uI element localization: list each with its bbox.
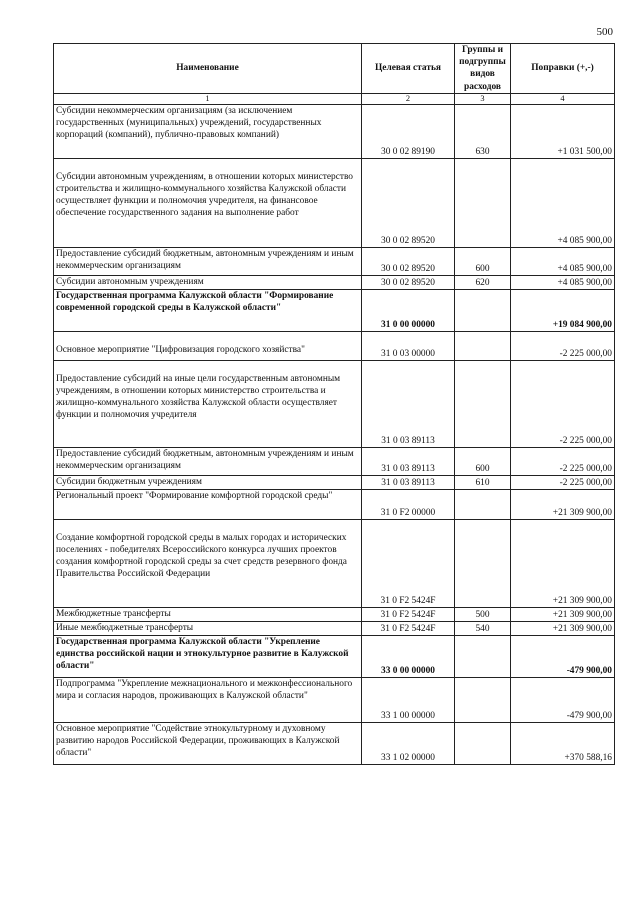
row-name-text: Предоставление субсидий бюджетным, автономным учреждениям и иным некоммерческим организациям xyxy=(56,248,354,272)
row-amendment-amount: +21 309 900,00 xyxy=(511,489,615,519)
table-row xyxy=(54,447,615,475)
table-row xyxy=(54,489,615,519)
table-row xyxy=(54,289,615,331)
row-name-text: Субсидии некоммерческим организациям (за исключением государственных (муниципальных) учреждений, государственных корпораций (компаний), публично-правовых компаний) xyxy=(56,105,322,141)
row-target-article: 31 0 00 00000 xyxy=(362,289,455,331)
row-name xyxy=(54,360,362,447)
row-name xyxy=(54,677,362,722)
row-name xyxy=(54,607,362,621)
row-expense-group xyxy=(455,331,511,360)
table-row xyxy=(54,475,615,489)
table-row xyxy=(54,519,615,607)
row-amendment-amount: -479 900,00 xyxy=(511,677,615,722)
row-name-text: Создание комфортной городской среды в малых городах и исторических поселениях - победителях Всероссийского конкурса лучших проектов создания комфортной городской среды за счет средств резервного фонда Правительства Российской Федерации xyxy=(56,532,347,580)
row-name-text: Государственная программа Калужской области "Укрепление единства российской нации и этнокультурное развитие в Калужской области" xyxy=(56,636,349,672)
row-amendment-amount: -2 225 000,00 xyxy=(511,360,615,447)
row-name xyxy=(54,519,362,607)
row-expense-group xyxy=(455,489,511,519)
table-row xyxy=(54,360,615,447)
row-target-article: 31 0 F2 5424F xyxy=(362,519,455,607)
row-name xyxy=(54,247,362,275)
row-name-text: Основное мероприятие "Содействие этнокультурному и духовному развитию народов Российской Федерации, проживающих в Калужской области" xyxy=(56,723,340,759)
table-row xyxy=(54,331,615,360)
column-number: 2 xyxy=(362,93,455,104)
budget-amendments-table xyxy=(53,43,615,765)
row-amendment-amount: +4 085 900,00 xyxy=(511,158,615,247)
row-expense-group xyxy=(455,635,511,677)
row-name-text: Подпрограмма "Укрепление межнационального и межконфессионального мира и согласия народов, проживающих в Калужской области" xyxy=(56,678,353,702)
column-number: 4 xyxy=(511,93,615,104)
row-target-article: 30 0 02 89520 xyxy=(362,275,455,289)
row-amendment-amount: +4 085 900,00 xyxy=(511,275,615,289)
row-name-text: Субсидии бюджетным учреждениям xyxy=(56,476,202,487)
row-amendment-amount: -2 225 000,00 xyxy=(511,447,615,475)
row-name xyxy=(54,447,362,475)
row-name-text: Региональный проект "Формирование комфортной городской среды" xyxy=(56,490,333,501)
table-row xyxy=(54,607,615,621)
row-name xyxy=(54,475,362,489)
table-row xyxy=(54,635,615,677)
row-amendment-amount: +19 084 900,00 xyxy=(511,289,615,331)
header-target-article: Целевая статья xyxy=(362,44,455,94)
row-name-text: Иные межбюджетные трансферты xyxy=(56,622,194,633)
row-name xyxy=(54,158,362,247)
row-amendment-amount: +4 085 900,00 xyxy=(511,247,615,275)
table-row xyxy=(54,722,615,764)
table-row xyxy=(54,621,615,635)
row-expense-group xyxy=(455,722,511,764)
column-number: 1 xyxy=(54,93,362,104)
table-row xyxy=(54,275,615,289)
row-expense-group: 620 xyxy=(455,275,511,289)
header-expense-group: Группы и подгруппы видов расходов xyxy=(455,44,511,94)
table-row xyxy=(54,158,615,247)
row-expense-group: 610 xyxy=(455,475,511,489)
row-name xyxy=(54,722,362,764)
row-target-article: 33 1 00 00000 xyxy=(362,677,455,722)
row-target-article: 30 0 02 89520 xyxy=(362,247,455,275)
row-target-article: 30 0 02 89190 xyxy=(362,104,455,158)
row-name-text: Субсидии автономным учреждениям, в отношении которых министерство строительства и жилищно-коммунального хозяйства Калужской области осуществляет функции и полномочия учредителя, на финансовое обеспечение государственного задания на выполнение работ xyxy=(56,171,353,219)
table-row xyxy=(54,677,615,722)
row-name-text: Основное мероприятие "Цифровизация городского хозяйства" xyxy=(56,344,305,355)
row-target-article: 31 0 03 00000 xyxy=(362,331,455,360)
header-name: Наименование xyxy=(54,44,362,94)
row-amendment-amount: +370 588,16 xyxy=(511,722,615,764)
row-name xyxy=(54,331,362,360)
row-target-article: 31 0 03 89113 xyxy=(362,475,455,489)
row-expense-group: 500 xyxy=(455,607,511,621)
row-expense-group xyxy=(455,289,511,331)
row-name-text: Субсидии автономным учреждениям xyxy=(56,276,204,287)
row-name xyxy=(54,489,362,519)
row-target-article: 31 0 F2 5424F xyxy=(362,607,455,621)
header-amendments: Поправки (+,-) xyxy=(511,44,615,94)
page-number: 500 xyxy=(596,26,613,38)
row-name xyxy=(54,621,362,635)
column-number: 3 xyxy=(455,93,511,104)
row-expense-group: 630 xyxy=(455,104,511,158)
row-name-text: Предоставление субсидий бюджетным, автономным учреждениям и иным некоммерческим организациям xyxy=(56,448,354,472)
row-amendment-amount: +21 309 900,00 xyxy=(511,519,615,607)
row-amendment-amount: -2 225 000,00 xyxy=(511,475,615,489)
row-amendment-amount: +21 309 900,00 xyxy=(511,621,615,635)
row-name xyxy=(54,289,362,331)
table-row xyxy=(54,247,615,275)
column-number-row xyxy=(54,93,615,104)
row-expense-group xyxy=(455,519,511,607)
row-amendment-amount: -479 900,00 xyxy=(511,635,615,677)
row-amendment-amount: -2 225 000,00 xyxy=(511,331,615,360)
row-target-article: 33 1 02 00000 xyxy=(362,722,455,764)
row-target-article: 31 0 F2 5424F xyxy=(362,621,455,635)
row-name xyxy=(54,275,362,289)
row-expense-group: 600 xyxy=(455,247,511,275)
table-row xyxy=(54,104,615,158)
row-target-article: 30 0 02 89520 xyxy=(362,158,455,247)
row-target-article: 31 0 F2 00000 xyxy=(362,489,455,519)
row-amendment-amount: +1 031 500,00 xyxy=(511,104,615,158)
row-target-article: 31 0 03 89113 xyxy=(362,360,455,447)
row-name-text: Предоставление субсидий на иные цели государственным автономным учреждениям, в отношении которых министерство строительства и жилищно-коммунального хозяйства Калужской области осуществляет функции и полномочия учредителя xyxy=(56,373,341,421)
row-target-article: 31 0 03 89113 xyxy=(362,447,455,475)
row-amendment-amount: +21 309 900,00 xyxy=(511,607,615,621)
row-expense-group xyxy=(455,677,511,722)
row-expense-group xyxy=(455,360,511,447)
row-expense-group: 540 xyxy=(455,621,511,635)
row-name xyxy=(54,104,362,158)
row-name-text: Государственная программа Калужской области "Формирование современной городской среды в Калужской области" xyxy=(56,290,334,314)
row-name xyxy=(54,635,362,677)
row-name-text: Межбюджетные трансферты xyxy=(56,608,171,619)
row-expense-group: 600 xyxy=(455,447,511,475)
row-expense-group xyxy=(455,158,511,247)
row-target-article: 33 0 00 00000 xyxy=(362,635,455,677)
